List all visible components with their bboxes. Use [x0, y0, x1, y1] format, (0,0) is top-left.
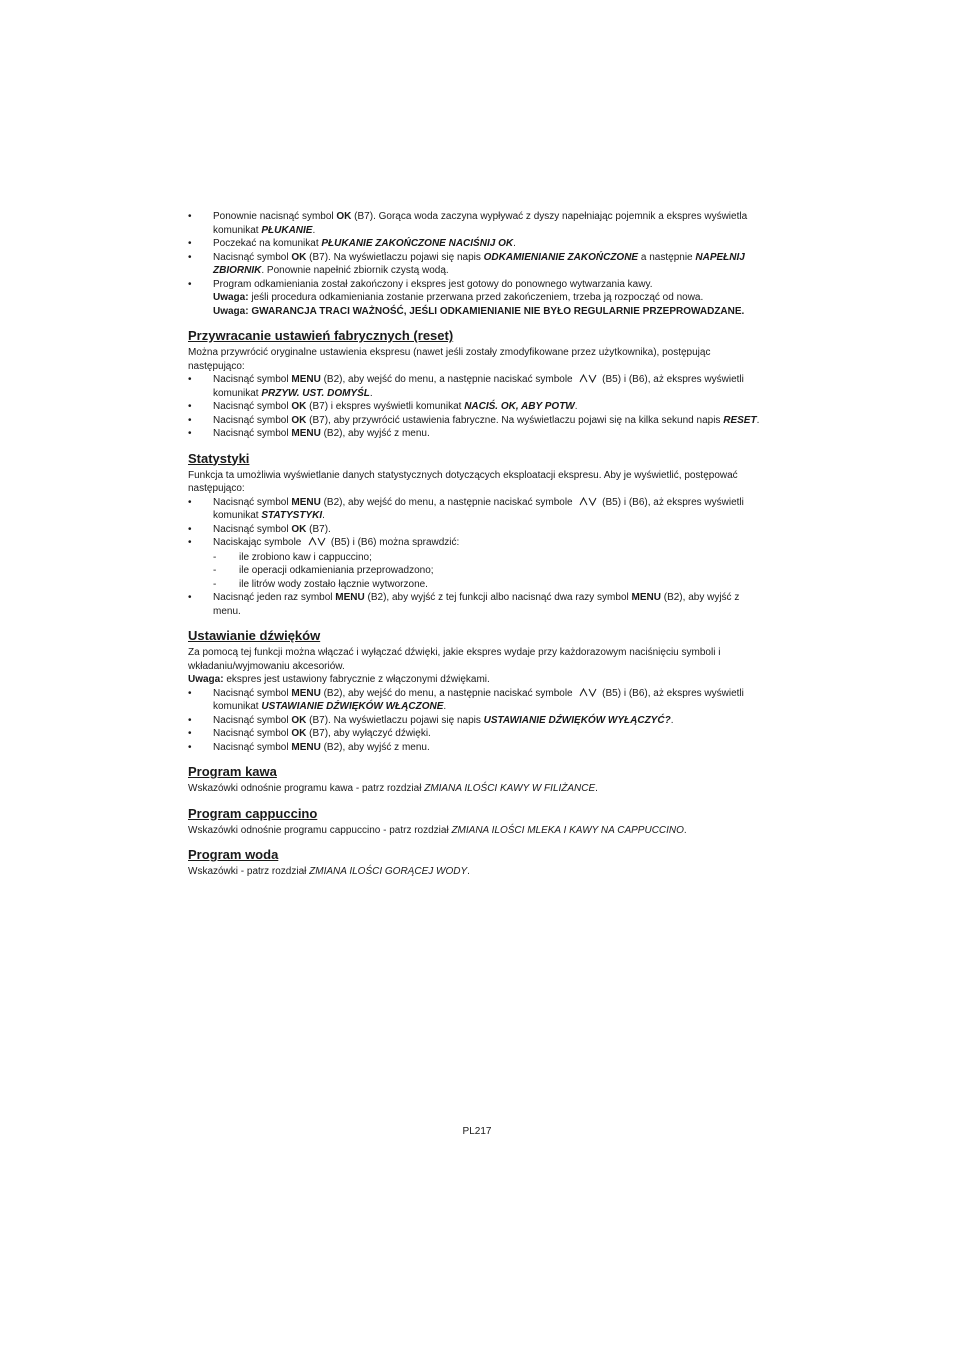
list-item: • Nacisnąć symbol OK (B7). Na wyświetlaczu pojawi się napis USTAWIANIE DŹWIĘKÓW WYŁĄCZYĆ?.: [188, 714, 768, 728]
list-item: • Nacisnąć symbol MENU (B2), aby wejść do menu, a następnie naciskać symbole (B5) i (B6), aż ekspres wyświetli komunikat STATYSTYKI.: [188, 496, 768, 523]
list-item: • Nacisnąć symbol MENU (B2), aby wyjść z menu.: [188, 741, 768, 755]
section-desc-kawa: Wskazówki odnośnie programu kawa - patrz rozdział ZMIANA ILOŚCI KAWY W FILIŻANCE.: [188, 783, 598, 794]
section-desc-stats: Funkcja ta umożliwia wyświetlanie danych statystycznych dotyczących eksploatacji ekspresu. Aby je wyświetlić, postępować następująco:: [188, 469, 738, 494]
section-desc-woda: Wskazówki - patrz rozdział ZMIANA ILOŚCI GORĄCEJ WODY.: [188, 866, 470, 877]
section-title-cappuccino: Program cappuccino: [188, 805, 318, 821]
page-content: [188, 210, 768, 879]
list-item: • Nacisnąć symbol OK (B7), aby przywrócić ustawienia fabryczne. Na wyświetlaczu pojawi się na kilka sekund napis RESET.: [188, 414, 768, 428]
list-item: • Nacisnąć symbol OK (B7).: [188, 523, 768, 537]
list-item: • Nacisnąć symbol OK (B7). Na wyświetlaczu pojawi się napis ODKAMIENIANIE ZAKOŃCZONE a następnie NAPEŁNIJ ZBIORNIK. Ponownie napełnić zbiornik czystą wodą.: [188, 251, 768, 278]
stats-sublist: [213, 551, 768, 592]
stats-steps-list: [188, 496, 768, 619]
section-title-reset: Przywracanie ustawień fabrycznych (reset): [188, 328, 454, 343]
list-item: • Nacisnąć symbol OK (B7), aby wyłączyć dźwięki.: [188, 727, 768, 741]
section-desc-sounds: Za pomocą tej funkcji można włączać i wyłączać dźwięki, jakie ekspres wydaje przy każdorazowym naciśnięciu symboli i wkładaniu/wyjmowaniu akcesoriów.: [188, 647, 721, 672]
section-title-woda: Program woda: [188, 847, 279, 862]
section-title-kawa: Program kawa: [188, 764, 277, 779]
sublist-item: - ile litrów wody zostało łącznie wytworzone.: [213, 578, 768, 592]
list-item: • Nacisnąć symbol MENU (B2), aby wejść do menu, a następnie naciskać symbole (B5) i (B6), aż ekspres wyświetli komunikat USTAWIANIE DŹWIĘKÓW WŁĄCZONE.: [188, 687, 768, 714]
list-item: • Poczekać na komunikat PŁUKANIE ZAKOŃCZONE NACIŚNIJ OK.: [188, 237, 768, 251]
page-number: PL217: [462, 1126, 492, 1137]
sounds-steps-list: [188, 687, 768, 755]
list-item: • Nacisnąć symbol OK (B7) i ekspres wyświetli komunikat NACIŚ. OK, ABY POTW.: [188, 400, 768, 414]
section-desc-reset: Można przywrócić oryginalne ustawienia ekspresu (nawet jeśli zostały zmodyfikowane przez użytkownika), postępując następująco:: [188, 347, 711, 372]
list-item: • Naciskając symbole (B5) i (B6) można sprawdzić: - ile zrobiono kaw i cappuccino; - ile operacji odkamieniania przeprowadzono; - ile litrów wody zostało łącznie wytworzone.: [188, 536, 768, 591]
list-item: • Program odkamieniania został zakończony i ekspres jest gotowy do ponownego wytwarzania kawy. Uwaga: jeśli procedura odkamieniania zostanie przerwana przed zakończeniem, trzeba ją rozpocząć od nowa. Uwaga: GWARANCJA TRACI WAŻNOŚĆ, JEŚLI ODKAMIENIANIE NIE BYŁO REGULARNIE PRZEPROWADZANE.: [188, 278, 768, 319]
section-title-sounds: Ustawianie dźwięków: [188, 628, 321, 643]
sublist-item: - ile zrobiono kaw i cappuccino;: [213, 551, 768, 565]
descaling-steps-list: [188, 210, 768, 318]
sublist-item: - ile operacji odkamieniania przeprowadzono;: [213, 564, 768, 578]
up-down-arrows-icon: [579, 497, 597, 506]
list-item: • Ponownie nacisnąć symbol OK (B7). Gorąca woda zaczyna wypływać z dyszy napełniając pojemnik a ekspres wyświetla komunikat PŁUKANIE.: [188, 210, 768, 237]
list-item: • Nacisnąć jeden raz symbol MENU (B2), aby wyjść z tej funkcji albo nacisnąć dwa razy symbol MENU (B2), aby wyjść z menu.: [188, 591, 768, 618]
list-item: • Nacisnąć symbol MENU (B2), aby wejść do menu, a następnie naciskać symbole (B5) i (B6), aż ekspres wyświetli komunikat PRZYW. UST. DOMYŚL.: [188, 373, 768, 400]
reset-steps-list: [188, 373, 768, 441]
up-down-arrows-icon: [579, 374, 597, 383]
sounds-note: Uwaga: ekspres jest ustawiony fabrycznie z włączonymi dźwiękami.: [188, 674, 490, 685]
section-desc-cappuccino: Wskazówki odnośnie programu cappuccino - patrz rozdział ZMIANA ILOŚCI MLEKA I KAWY NA CAPPUCCINO.: [188, 824, 687, 836]
list-item: • Nacisnąć symbol MENU (B2), aby wyjść z menu.: [188, 427, 768, 441]
section-title-stats: Statystyki: [188, 450, 250, 466]
up-down-arrows-icon: [579, 688, 597, 697]
up-down-arrows-icon: [308, 537, 326, 546]
